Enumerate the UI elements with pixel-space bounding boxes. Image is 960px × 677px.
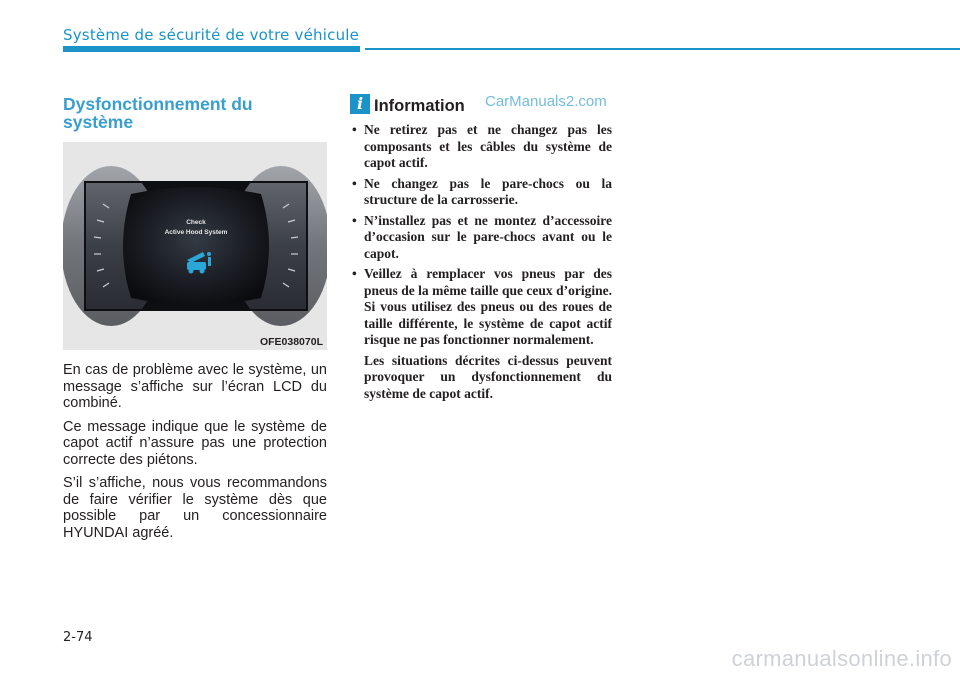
header-rule-thin — [365, 48, 960, 50]
figure-code: OFE038070L — [259, 336, 323, 348]
list-item: • Veillez à remplacer vos pneus par des pneus de la même taille que ceux d’origine. Si vous utilisez des pneus ou des roues de taille différente, le système de capot actif risque ne pas fonctionner normalement. — [350, 266, 612, 349]
paragraph: Ce message indique que le système de capot actif n’assure pas une protection correcte des piétons. — [63, 418, 327, 468]
footer-watermark: carmanualsonline.info — [731, 646, 952, 671]
list-item: • N’installez pas et ne montez d’accessoire d’occasion sur le pare-chocs avant ou le capot. — [350, 213, 612, 263]
section-title: Système de sécurité de votre véhicule — [63, 26, 360, 44]
left-column — [63, 95, 327, 548]
information-title: Information — [374, 96, 465, 115]
malfunction-description — [63, 362, 327, 541]
info-icon: i — [350, 94, 370, 114]
information-box — [350, 92, 612, 406]
paragraph: S’il s’affiche, nous vous recommandons de faire vérifier le système dès que possible par un concessionnaire HYUNDAI agréé. — [63, 475, 327, 541]
information-note: Les situations décrites ci-dessus peuvent provoquer un dysfonctionnement du système de capot actif. — [364, 352, 612, 401]
display-message-line2: Active Hood System — [164, 229, 228, 236]
list-item: • Ne retirez pas et ne changez pas les composants et les câbles du système de capot actif. — [350, 122, 612, 172]
instrument-cluster-illustration — [63, 142, 327, 350]
header-rule-thick — [63, 46, 360, 52]
page-number: 2-74 — [63, 630, 93, 645]
lcd-screen — [123, 187, 269, 305]
list-item: • Ne changez pas le pare-chocs ou la structure de la carrosserie. — [350, 176, 612, 209]
cluster-figure — [63, 142, 327, 350]
malfunction-heading: Dysfonctionnement du système — [63, 94, 253, 132]
site-watermark: CarManuals2.com — [485, 93, 607, 110]
paragraph: En cas de problème avec le système, un message s’affiche sur l’écran LCD du combiné. — [63, 362, 327, 411]
information-list — [350, 122, 612, 349]
display-message-line1: Check — [186, 219, 206, 226]
